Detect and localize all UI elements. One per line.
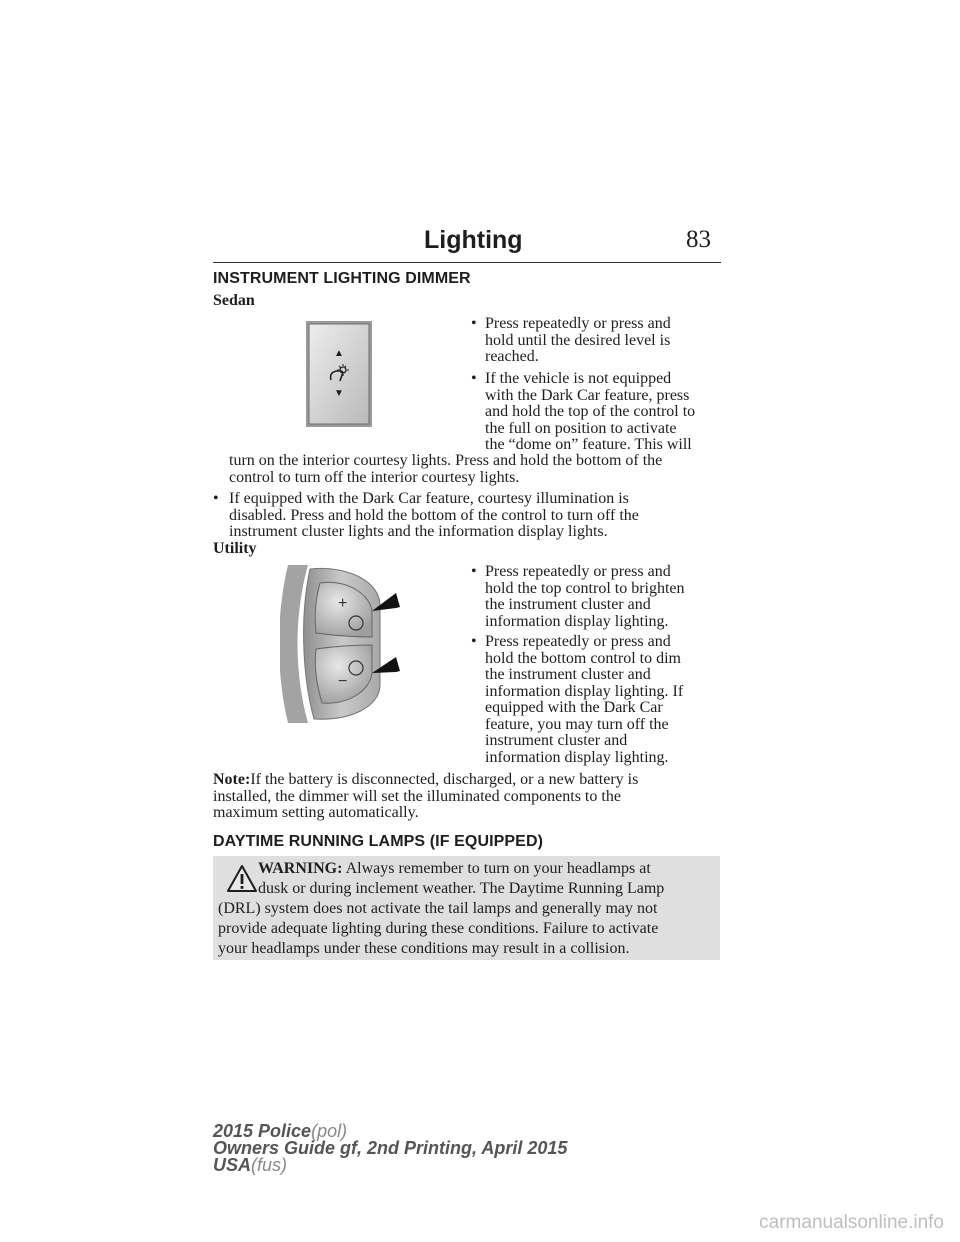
utility-label: Utility [213,540,257,557]
sedan-bullet-1: • Press repeatedly or press and hold until the desired level is reached. [471,315,671,365]
arrow-down-icon: ▼ [334,388,344,399]
warning-first-line: WARNING: Always remember to turn on your headlamps at [258,860,651,877]
dimmer-heading: INSTRUMENT LIGHTING DIMMER [213,270,471,287]
arrow-up-icon: ▲ [334,348,344,359]
header-rule [213,262,721,263]
page-number: 83 [686,226,711,253]
plus-icon: + [338,595,348,612]
note-paragraph: Note:If the battery is disconnected, discharged, or a new battery is installed, the dimmer will set the illuminated components to the maximum setting automatically. [213,771,639,821]
warning-line-4: provide adequate lighting during these conditions. Failure to activate [218,920,659,937]
watermark-text: carmanualsonline.info [759,1212,944,1233]
minus-icon: − [338,673,348,690]
section-title: Lighting [424,226,523,254]
utility-bullet-1: • Press repeatedly or press and hold the top control to brighten the instrument cluster and information display lighting. [471,563,685,630]
footer-print-info: 2015 Police(pol) Owners Guide gf, 2nd Printing, April 2015 USA(fus) [213,1121,568,1175]
sedan-dimmer-switch-illustration [305,320,373,428]
sedan-bullet-2: • If the vehicle is not equipped with the Dark Car feature, press and hold the top of the control to the full on position to activate the “dome on” feature. This will [471,370,696,453]
utility-dimmer-control-illustration [280,565,400,723]
utility-bullet-2: • Press repeatedly or press and hold the bottom control to dim the instrument cluster and information display lighting. If equipped with the Dark Car feature, you may turn off the instrument cluster and information display lighting. [471,633,684,766]
warning-line-2: dusk or during inclement weather. The Daytime Running Lamp [258,880,665,897]
sedan-label: Sedan [213,292,255,309]
warning-line-5: your headlamps under these conditions may result in a collision. [218,940,630,957]
sedan-bullet-2-continued: turn on the interior courtesy lights. Press and hold the bottom of the control to turn off the interior courtesy lights. [229,452,663,486]
warning-line-3: (DRL) system does not activate the tail lamps and generally may not [218,900,658,917]
warning-box [213,856,720,960]
note-label: Note: [213,771,251,788]
warning-triangle-icon [226,864,258,894]
drl-heading: DAYTIME RUNNING LAMPS (IF EQUIPPED) [213,833,544,850]
sedan-bullet-3: • If equipped with the Dark Car feature, courtesy illumination is disabled. Press and hold the bottom of the control to turn off the instrument cluster lights and the information display lights. [213,490,639,540]
warning-label: WARNING: [258,860,343,877]
